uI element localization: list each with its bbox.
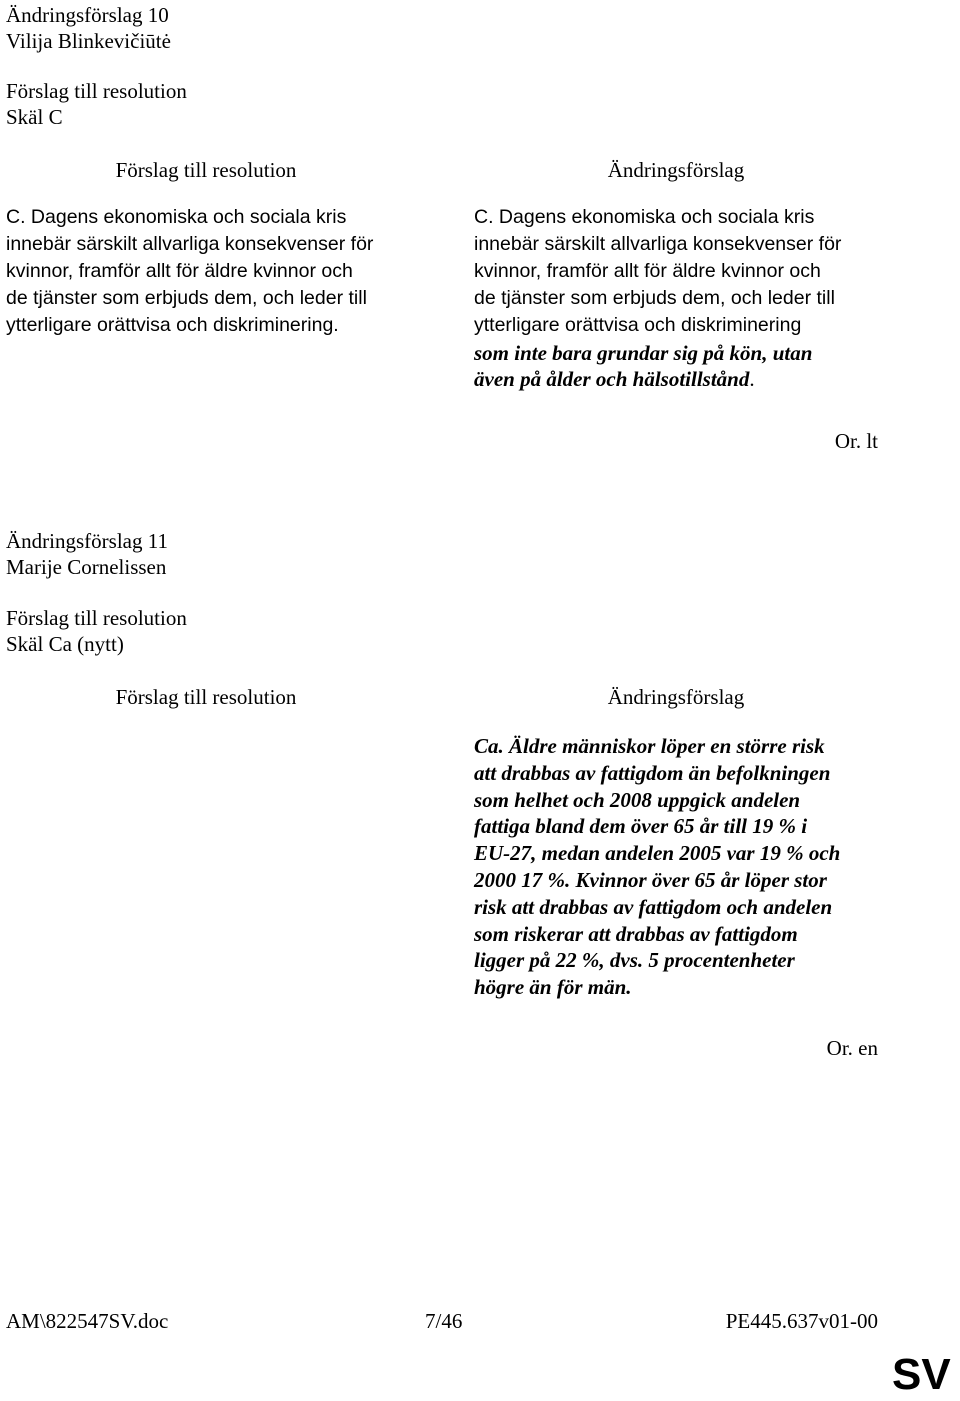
text-line: C. Dagens ekonomiska och sociala kris xyxy=(6,206,347,228)
amendment-11-author: Marije Cornelissen xyxy=(6,555,167,579)
text-line: de tjänster som erbjuds dem, och leder till xyxy=(6,287,367,309)
added-text-line: fattiga bland dem över 65 år till 19 % i xyxy=(474,814,808,839)
added-text-line: som inte bara grundar sig på kön, utan xyxy=(474,341,813,365)
amendment-10-heading: Ändringsförslag 10 xyxy=(6,3,169,27)
added-text-line: 2000 17 %. Kvinnor över 65 år löper stor xyxy=(474,867,827,892)
text-line: C. Dagens ekonomiska och sociala kris xyxy=(474,206,815,228)
amendment-10-author: Vilija Blinkevičiūtė xyxy=(6,29,171,53)
language-badge: SV xyxy=(892,1350,951,1399)
added-text-line: högre än för män. xyxy=(474,975,632,1000)
amendment-11-added-text xyxy=(474,733,874,1001)
footer-document-reference: AM\822547SV.doc xyxy=(6,1309,169,1333)
text-line: de tjänster som erbjuds dem, och leder till xyxy=(474,287,835,309)
added-text-line: ligger på 22 %, dvs. 5 procentenheter xyxy=(474,948,795,973)
text-line: kvinnor, framför allt för äldre kvinnor och xyxy=(474,260,821,282)
footer-page-number: 7/46 xyxy=(425,1309,463,1333)
added-text-line: som helhet och 2008 uppgick andelen xyxy=(474,787,801,812)
text-line: innebär särskilt allvarliga konsekvenser för xyxy=(6,233,374,255)
subject-recital: Skäl Ca (nytt) xyxy=(6,632,124,656)
added-text-line: som riskerar att drabbas av fattigdom xyxy=(474,921,798,946)
subject-document: Förslag till resolution xyxy=(6,79,187,103)
text-line: kvinnor, framför allt för äldre kvinnor och xyxy=(6,260,353,282)
added-text-line: EU-27, medan andelen 2005 var 19 % och xyxy=(474,841,841,866)
text-line: innebär särskilt allvarliga konsekvenser för xyxy=(474,233,842,255)
amendment-11-right-column-header: Ändringsförslag xyxy=(607,685,745,709)
amendment-10-left-column-header: Förslag till resolution xyxy=(115,158,297,182)
amendment-10-added-text xyxy=(474,340,874,392)
text-line: ytterligare orättvisa och diskriminering. xyxy=(6,314,339,336)
amendment-10-original-language: Or. lt xyxy=(834,429,878,453)
amendment-10-subject xyxy=(6,78,187,130)
subject-recital: Skäl C xyxy=(6,105,63,129)
text-line: ytterligare orättvisa och diskriminering xyxy=(474,314,802,336)
amendment-11-header xyxy=(6,528,168,580)
added-text-line: även på ålder och hälsotillstånd xyxy=(474,367,750,391)
amendment-10-original-text xyxy=(6,204,406,339)
amendment-11-original-language: Or. en xyxy=(826,1036,878,1060)
amendment-11-subject xyxy=(6,605,187,657)
footer-pe-reference: PE445.637v01-00 xyxy=(725,1309,878,1333)
sentence-end: . xyxy=(749,367,755,391)
added-text-line: risk att drabbas av fattigdom och andelen xyxy=(474,894,833,919)
amendment-11-left-column-header: Förslag till resolution xyxy=(115,685,297,709)
added-text-line: Ca. Äldre människor löper en större risk xyxy=(474,734,825,758)
amendment-10-amended-text xyxy=(474,204,874,339)
amendment-10-header xyxy=(6,2,171,54)
subject-document: Förslag till resolution xyxy=(6,606,187,630)
amendment-11-heading: Ändringsförslag 11 xyxy=(6,529,168,553)
added-text-line: att drabbas av fattigdom än befolkningen xyxy=(474,760,831,785)
amendment-10-right-column-header: Ändringsförslag xyxy=(607,158,745,182)
